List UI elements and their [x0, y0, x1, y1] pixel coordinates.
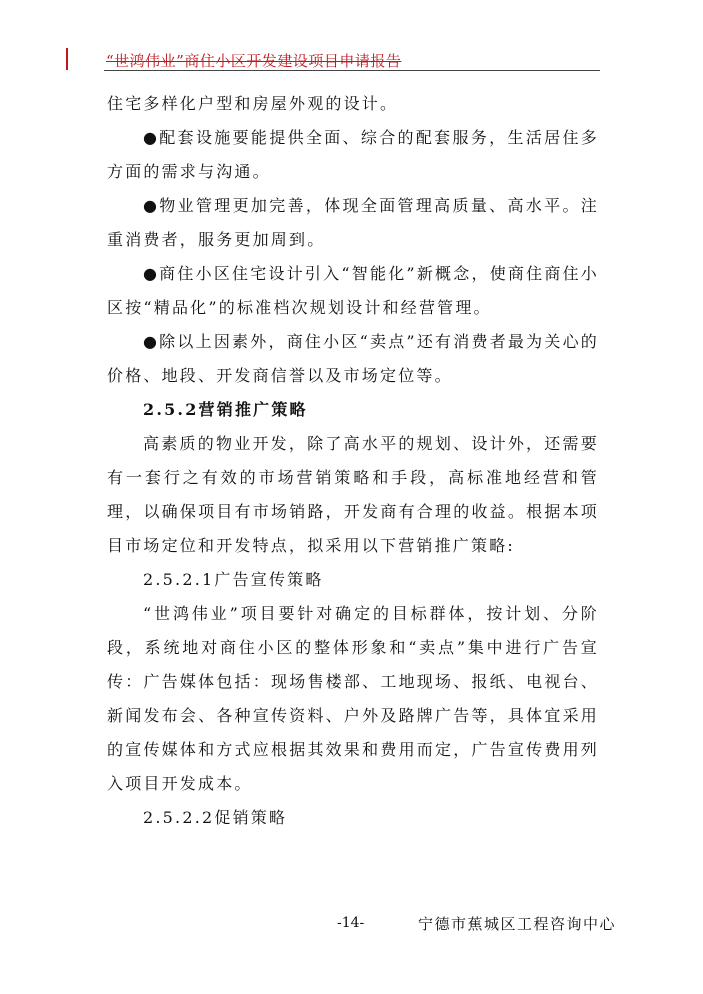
paragraph-marketing-strategy: 高素质的物业开发，除了高水平的规划、设计外，还需要有一套行之有效的市场营销策略和手段，高标准地经营和管理，以确保项目有市场销路，开发商有合理的收益。根据本项目市场定位和开发特点，拟采用以下营销推广策略: — [107, 434, 599, 555]
document-header-title: “世鸿伟业”商住小区开发建设项目申请报告 — [106, 52, 402, 70]
bullet-property-management: ●物业管理更加完善，体现全面管理高质量、高水平。注重消费者，服务更加周到。 — [107, 196, 599, 249]
header-accent-bar — [66, 48, 68, 70]
subsection-heading-advertising: 2.5.2.1广告宣传策略 — [143, 570, 324, 589]
bullet-supporting-facilities: ●配套设施要能提供全面、综合的配套服务，生活居住多方面的需求与沟通。 — [107, 128, 599, 181]
header-divider — [104, 70, 600, 71]
document-body — [107, 87, 599, 835]
paragraph-housing-design: 住宅多样化户型和房屋外观的设计。 — [107, 94, 399, 113]
paragraph-advertising: “世鸿伟业”项目要针对确定的目标群体，按计划、分阶段，系统地对商住小区的整体形象和“卖点”集中进行广告宣传：广告媒体包括：现场售楼部、工地现场、报纸、电视台、新闻发布会、各种宣传资料、户外及路牌广告等，具体宜采用的宣传媒体和方式应根据其效果和费用而定，广告宣传费用列入项目开发成本。 — [107, 604, 599, 793]
section-heading-marketing: 2.5.2营销推广策略 — [143, 400, 308, 419]
page-number: -14- — [337, 915, 365, 931]
footer-organization: 宁德市蕉城区工程咨询中心 — [418, 915, 617, 933]
bullet-smart-design: ●商住小区住宅设计引入“智能化”新概念，使商住商住小区按“精品化”的标准档次规划设计和经营管理。 — [107, 264, 599, 317]
subsection-heading-promotion: 2.5.2.2促销策略 — [143, 808, 288, 827]
bullet-selling-points: ●除以上因素外，商住小区“卖点”还有消费者最为关心的价格、地段、开发商信誉以及市场定位等。 — [107, 332, 599, 385]
